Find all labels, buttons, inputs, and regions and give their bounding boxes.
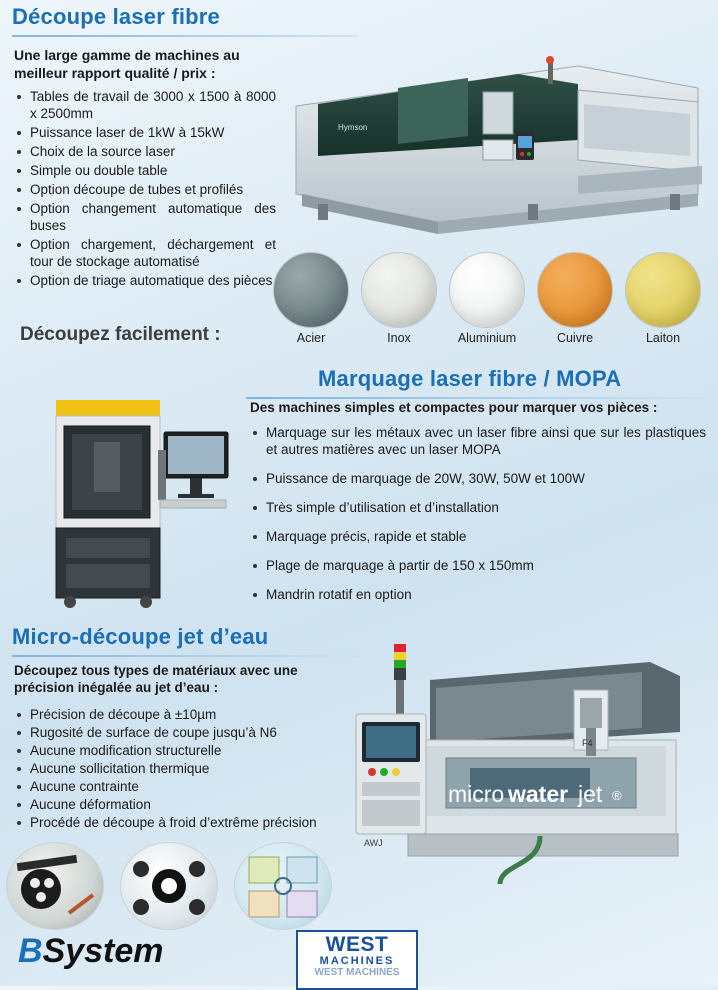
waterjet-logo-jet: jet xyxy=(578,781,603,807)
section1-title: Découpe laser fibre xyxy=(12,4,220,29)
list-item: Puissance laser de 1kW à 15kW xyxy=(14,124,276,141)
material-label: Cuivre xyxy=(556,331,594,345)
list-item: Option changement automatique des buses xyxy=(14,200,276,234)
section2-intro: Des machines simples et compactes pour marquer vos pièces : xyxy=(250,400,658,415)
section2-bullet-list xyxy=(250,424,706,615)
list-item: Option découpe de tubes et profilés xyxy=(14,181,276,198)
west-logo-line2: MACHINES xyxy=(319,955,395,967)
waterjet-logo-micro: micro xyxy=(448,781,505,807)
list-item: Précision de découpe à ±10µm xyxy=(14,706,354,723)
sample-disc-2 xyxy=(120,842,218,930)
section3-title: Micro-découpe jet d’eau xyxy=(12,624,269,649)
material-disc-inox xyxy=(361,252,437,328)
sample-parts-row xyxy=(6,842,346,932)
material-disc-cuivre xyxy=(537,252,613,328)
list-item: Choix de la source laser xyxy=(14,143,276,160)
sample-disc-1 xyxy=(6,842,104,930)
machine-side-label: AWJ xyxy=(364,838,383,848)
footer-brand-rest: System xyxy=(42,932,164,970)
list-item: Procédé de découpe à froid d’extrême précision xyxy=(14,814,354,831)
west-logo-line1: WEST xyxy=(325,933,389,956)
machine-brand-label: Hymson xyxy=(338,123,368,132)
list-item: Rugosité de surface de coupe jusqu’à N6 xyxy=(14,724,354,741)
sample-disc-3 xyxy=(234,842,332,930)
section3-divider xyxy=(12,655,372,657)
material-disc-acier xyxy=(273,252,349,328)
waterjet-logo-water: water xyxy=(508,781,569,807)
list-item: Très simple d’utilisation et d’installation xyxy=(250,499,706,516)
section2-title: Marquage laser fibre / MOPA xyxy=(318,366,622,391)
materials-swatch-row xyxy=(272,252,706,350)
list-item: Tables de travail de 3000 x 1500 à 8000 x 2500mm xyxy=(14,88,276,122)
material-swatch xyxy=(448,252,526,350)
section1-intro: Une large gamme de machines au meilleur rapport qualité / prix : xyxy=(14,47,240,81)
section3-intro: Découpez tous types de matériaux avec une précision inégalée au jet d’eau : xyxy=(14,663,298,695)
waterjet-logo-sub: Dietervier xyxy=(462,808,505,819)
material-swatch xyxy=(624,252,702,350)
list-item: Aucune sollicitation thermique xyxy=(14,760,354,777)
west-machines-logo xyxy=(296,930,418,990)
material-label: Aluminium xyxy=(457,331,517,345)
footer-brand-logo xyxy=(18,932,164,971)
list-item: Aucune modification structurelle xyxy=(14,742,354,759)
material-swatch xyxy=(272,252,350,350)
section1-bullet-list xyxy=(14,88,276,291)
list-item: Aucune déformation xyxy=(14,796,354,813)
material-label: Laiton xyxy=(645,331,681,345)
list-item: Option de triage automatique des pièces xyxy=(14,272,276,289)
list-item: Aucune contrainte xyxy=(14,778,354,795)
material-disc-aluminium xyxy=(449,252,525,328)
material-swatch xyxy=(536,252,614,350)
footer-brand-b: B xyxy=(18,932,43,970)
list-item: Marquage précis, rapide et stable xyxy=(250,528,706,545)
list-item: Simple ou double table xyxy=(14,162,276,179)
list-item: Mandrin rotatif en option xyxy=(250,586,706,603)
list-item: Option chargement, déchargement et tour de stockage automatisé xyxy=(14,236,276,270)
list-item: Marquage sur les métaux avec un laser fibre ainsi que sur les plastiques et autres matières avec un laser MOPA xyxy=(250,424,706,458)
laser-marking-machine-image xyxy=(42,372,254,612)
waterjet-logo-reg: ® xyxy=(612,788,622,803)
list-item: Puissance de marquage de 20W, 30W, 50W et 100W xyxy=(250,470,706,487)
section1-divider xyxy=(12,35,357,37)
fiber-laser-machine-image xyxy=(278,44,706,244)
section3-bullet-list xyxy=(14,706,354,832)
material-label: Inox xyxy=(387,331,411,345)
material-label: Acier xyxy=(296,331,326,345)
section2-divider xyxy=(246,397,708,399)
material-disc-laiton xyxy=(625,252,701,328)
west-logo-line3: WEST MACHINES xyxy=(314,967,400,978)
materials-caption: Découpez facilement : xyxy=(20,324,221,345)
material-swatch xyxy=(360,252,438,350)
list-item: Plage de marquage à partir de 150 x 150mm xyxy=(250,557,706,574)
waterjet-machine-image xyxy=(350,640,710,890)
machine-panel-label: F4 xyxy=(582,738,593,748)
